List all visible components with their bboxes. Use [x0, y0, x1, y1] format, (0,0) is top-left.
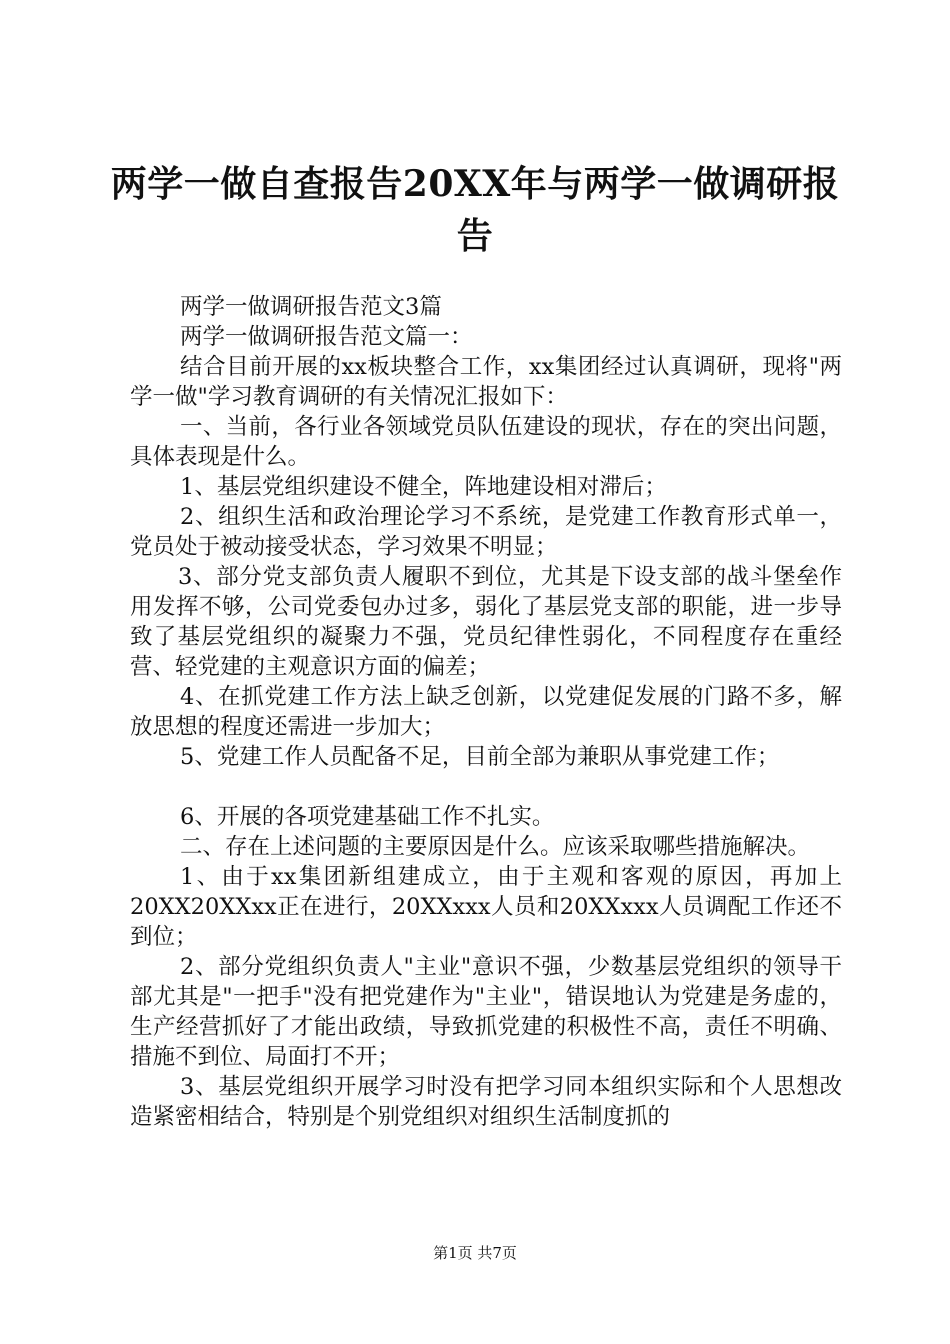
paragraph: 4、在抓党建工作方法上缺乏创新，以党建促发展的门路不多，解放思想的程度还需进一步加大；: [130, 684, 842, 740]
paragraph: 2、部分党组织负责人"主业"意识不强，少数基层党组织的领导干部尤其是"一把手"没有把党建作为"主业"，错误地认为党建是务虚的，生产经营抓好了才能出政绩，导致抓党建的积极性不高，责任不明确、措施不到位、局面打不开；: [130, 954, 842, 1070]
paragraph: 3、部分党支部负责人履职不到位，尤其是下设支部的战斗堡垒作用发挥不够，公司党委包办过多，弱化了基层党支部的职能，进一步导致了基层党组织的凝聚力不强，党员纪律性弱化，不同程度存在重经营、轻党建的主观意识方面的偏差；: [130, 564, 842, 680]
paragraph: 3、基层党组织开展学习时没有把学习同本组织实际和个人思想改造紧密相结合，特别是个别党组织对组织生活制度抓的: [130, 1074, 842, 1130]
paragraph: 两学一做调研报告范文篇一：: [180, 324, 473, 350]
section-heading: 二、存在上述问题的主要原因是什么。应该采取哪些措施解决。: [180, 834, 811, 860]
paragraph: 两学一做调研报告范文3篇: [180, 294, 442, 320]
paragraph: 2、组织生活和政治理论学习不系统，是党建工作教育形式单一，党员处于被动接受状态，学习效果不明显；: [130, 504, 842, 560]
paragraph: 1、基层党组织建设不健全，阵地建设相对滞后；: [180, 474, 667, 500]
document-body: [130, 292, 842, 1132]
paragraph: 1、由于xx集团新组建成立，由于主观和客观的原因，再加上20XX20XXxx正在进行，20XXxxx人员和20XXxxx人员调配工作还不到位；: [130, 864, 842, 950]
document-title: 两学一做自查报告20XX年与两学一做调研报告: [110, 163, 840, 257]
section-heading: 一、当前，各行业各领域党员队伍建设的现状，存在的突出问题，具体表现是什么。: [130, 414, 842, 470]
paragraph: 5、党建工作人员配备不足，目前全部为兼职从事党建工作；: [180, 744, 780, 770]
paragraph: 结合目前开展的xx板块整合工作，xx集团经过认真调研，现将"两学一做"学习教育调研的有关情况汇报如下：: [130, 354, 842, 410]
paragraph: 6、开展的各项党建基础工作不扎实。: [180, 804, 555, 830]
page-number-footer: 第1页 共7页: [433, 1244, 517, 1262]
